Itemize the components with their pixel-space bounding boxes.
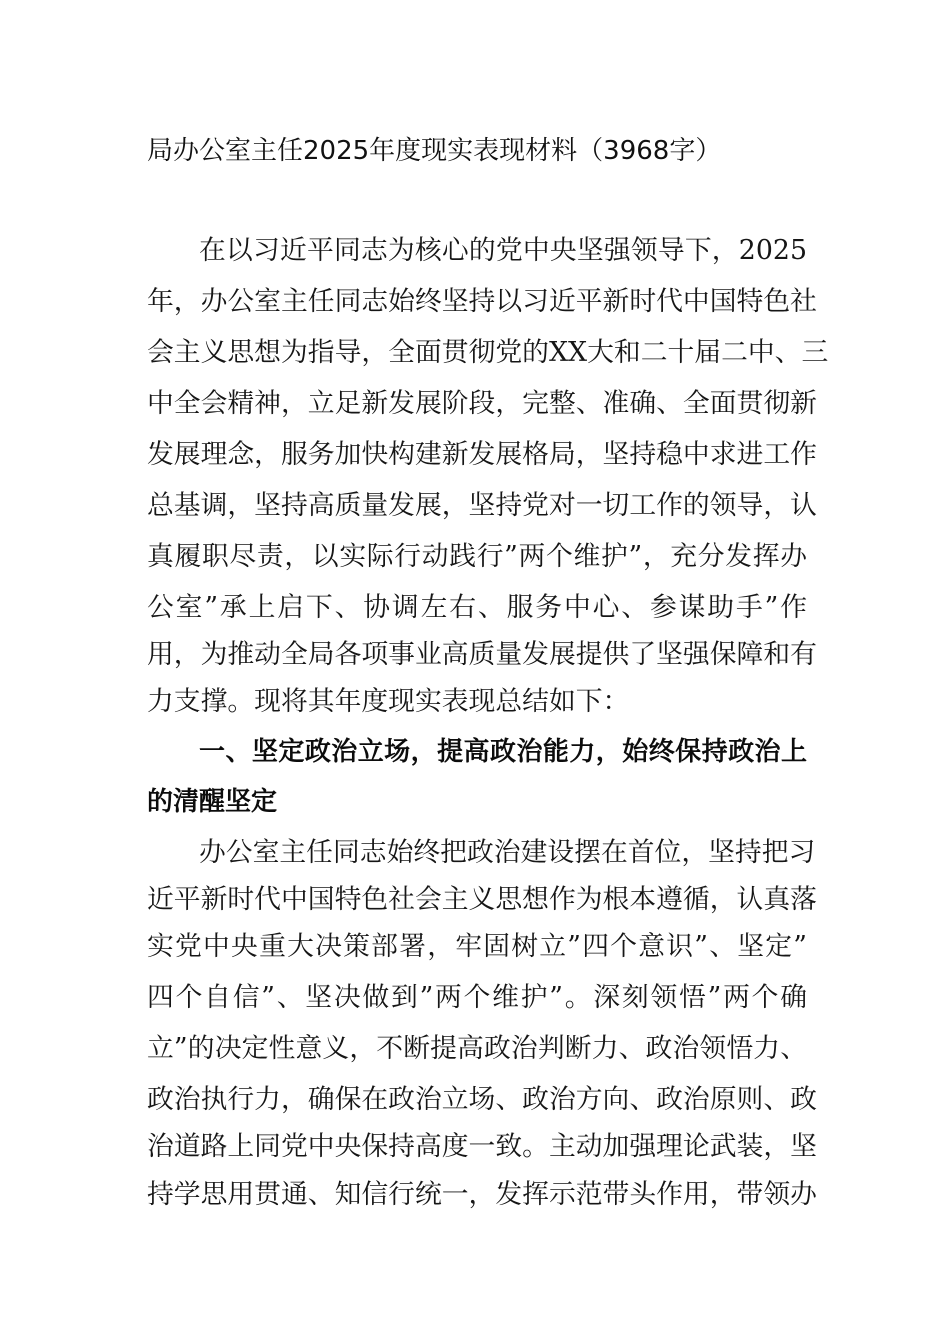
- section-heading-line: 的清醒坚定: [147, 787, 278, 817]
- paragraph-line: 政治执行力，确保在政治立场、政治方向、政治原则、政: [147, 1084, 817, 1115]
- paragraph-line: 中全会精神，立足新发展阶段，完整、准确、全面贯彻新: [147, 388, 817, 419]
- paragraph-line: 持学思用贯通、知信行统一，发挥示范带头作用，带领办: [147, 1179, 817, 1210]
- section-heading-line: 一、坚定政治立场，提高政治能力，始终保持政治上: [199, 737, 807, 767]
- paragraph-line: 力支撑。现将其年度现实表现总结如下：: [147, 686, 630, 717]
- paragraph-line: 实党中央重大决策部署，牢固树立”四个意识”、坚定”: [147, 931, 807, 962]
- paragraph-line: 立”的决定性意义，不断提高政治判断力、政治领悟力、: [147, 1033, 807, 1064]
- paragraph-line: 用，为推动全局各项事业高质量发展提供了坚强保障和有: [147, 639, 817, 670]
- paragraph-line: 总基调，坚持高质量发展，坚持党对一切工作的领导，认: [147, 490, 817, 521]
- paragraph-line: 四个自信”、坚决做到”两个维护”。深刻领悟”两个确: [147, 982, 807, 1013]
- paragraph-line: 年，办公室主任同志始终坚持以习近平新时代中国特色社: [147, 286, 817, 317]
- paragraph-line: 在以习近平同志为核心的党中央坚强领导下，2025: [199, 235, 807, 266]
- paragraph-line: 近平新时代中国特色社会主义思想作为根本遵循，认真落: [147, 884, 817, 915]
- paragraph-line: 公室”承上启下、协调左右、服务中心、参谋助手”作: [147, 592, 807, 623]
- paragraph-line: 发展理念，服务加快构建新发展格局，坚持稳中求进工作: [147, 439, 817, 470]
- paragraph-line: 真履职尽责，以实际行动践行”两个维护”，充分发挥办: [147, 541, 807, 572]
- paragraph-line: 办公室主任同志始终把政治建设摆在首位，坚持把习: [199, 837, 816, 868]
- paragraph-line: 会主义思想为指导，全面贯彻党的XX大和二十届二中、三: [147, 337, 829, 368]
- paragraph-line: 治道路上同党中央保持高度一致。主动加强理论武装，坚: [147, 1131, 817, 1162]
- document-title: 局办公室主任2025年度现实表现材料（3968字）: [147, 136, 722, 166]
